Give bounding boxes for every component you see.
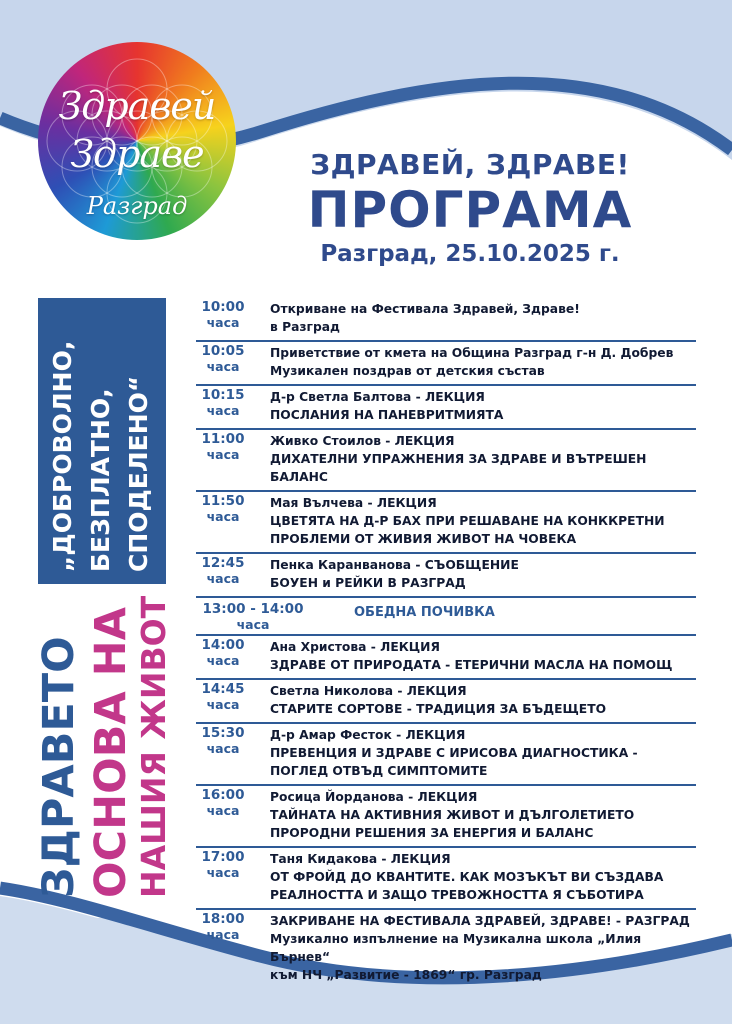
schedule-row <box>196 430 696 492</box>
schedule-line: към НЧ „Развитие - 1869“ гр. Разград <box>270 968 542 982</box>
slogan-box-line-1: „ДОБРОВОЛНО, <box>48 340 77 572</box>
schedule-time <box>196 638 250 668</box>
schedule-description <box>270 788 696 842</box>
schedule-description <box>270 300 696 336</box>
lunch-label: ОБЕДНА ПОЧИВКА <box>354 605 495 620</box>
slogan-line-2: ОСНОВА НА <box>86 607 136 898</box>
schedule-time-value: 11:00 <box>201 431 245 447</box>
schedule-row <box>196 386 696 430</box>
schedule-line: ОТ ФРОЙД ДО КВАНТИТЕ. КАК МОЗЪКЪТ ВИ СЪЗДАВА <box>270 870 664 884</box>
schedule-line: СТАРИТЕ СОРТОВЕ - ТРАДИЦИЯ ЗА БЪДЕЩЕТО <box>270 702 607 716</box>
slogan-box-line-3: СПОДЕЛЕНО“ <box>124 375 153 572</box>
schedule-line: Ана Христова - ЛЕКЦИЯ <box>270 640 440 654</box>
schedule-line: Таня Кидакова - ЛЕКЦИЯ <box>270 852 451 866</box>
schedule-time-value: 14:00 <box>201 637 245 653</box>
schedule-description <box>270 682 696 718</box>
schedule-line: ТАЙНАТА НА АКТИВНИЯ ЖИВОТ И ДЪЛГОЛЕТИЕТО <box>270 808 635 822</box>
schedule-description <box>270 556 696 592</box>
schedule-line: Откриване на Фестивала Здравей, Здраве! <box>270 302 580 316</box>
schedule-row <box>196 910 696 988</box>
schedule-time-unit: часа <box>206 697 240 712</box>
slogan-line-3: НАШИЯ ЖИВОТ <box>134 595 173 898</box>
schedule-time-value: 10:00 <box>201 299 245 315</box>
schedule-time <box>196 850 250 880</box>
title-block <box>250 148 690 267</box>
schedule-line: Мая Вълчева - ЛЕКЦИЯ <box>270 496 437 510</box>
schedule-line: БОУЕН и РЕЙКИ В РАЗГРАД <box>270 576 466 590</box>
schedule-row <box>196 554 696 598</box>
logo-line-1: Здравей <box>58 84 216 128</box>
schedule-line: Пенка Каранванова - СЪОБЩЕНИЕ <box>270 558 519 572</box>
festival-title: ЗДРАВЕЙ, ЗДРАВЕ! <box>310 148 630 181</box>
slogan-line-1: ЗДРАВЕТО <box>34 636 84 898</box>
schedule-time-unit: часа <box>206 927 240 942</box>
schedule-time <box>196 726 250 756</box>
schedule-time-value: 18:00 <box>201 911 245 927</box>
schedule-time-value: 11:50 <box>201 493 245 509</box>
program-heading: ПРОГРАМА <box>307 181 633 239</box>
program-schedule <box>196 298 696 988</box>
schedule-line: ПРОБЛЕМИ ОТ ЖИВИЯ ЖИВОТ НА ЧОВЕКА <box>270 532 577 546</box>
schedule-time <box>196 912 250 942</box>
schedule-description <box>270 432 696 486</box>
schedule-time <box>196 388 250 418</box>
schedule-time-value: 12:45 <box>201 555 245 571</box>
schedule-description <box>270 638 696 674</box>
schedule-row <box>196 786 696 848</box>
schedule-time-unit: часа <box>206 315 240 330</box>
schedule-time-value: 16:00 <box>201 787 245 803</box>
schedule-time <box>196 300 250 330</box>
schedule-time-unit: часа <box>206 653 240 668</box>
schedule-time-unit: часа <box>206 571 240 586</box>
schedule-row <box>196 724 696 786</box>
schedule-description <box>270 912 696 984</box>
schedule-row <box>196 636 696 680</box>
schedule-description <box>270 344 696 380</box>
schedule-line: в Разград <box>270 320 340 334</box>
logo-line-2: Здраве <box>70 132 204 176</box>
schedule-line: Росица Йорданова - ЛЕКЦИЯ <box>270 790 478 804</box>
place-date: Разград, 25.10.2025 г. <box>320 241 620 267</box>
lunch-time-unit: часа <box>236 617 270 632</box>
schedule-line: ЦВЕТЯТА НА Д-Р БАХ ПРИ РЕШАВАНЕ НА КОНККРЕТНИ <box>270 514 665 528</box>
schedule-line: ПОГЛЕД ОТВЪД СИМПТОМИТЕ <box>270 764 488 778</box>
schedule-time-value: 17:00 <box>201 849 245 865</box>
schedule-line: Музикално изпълнение на Музикална школа „Илия Бърнев“ <box>270 932 642 964</box>
lunch-break-row <box>196 598 696 636</box>
schedule-line: ПОСЛАНИЯ НА ПАНЕВРИТМИЯТА <box>270 408 504 422</box>
logo-line-3: Разград <box>86 192 188 220</box>
schedule-line: Музикален поздрав от детския състав <box>270 364 545 378</box>
schedule-time <box>196 556 250 586</box>
schedule-row <box>196 298 696 342</box>
schedule-time <box>196 432 250 462</box>
lunch-time-value: 13:00 - 14:00 <box>202 601 304 617</box>
schedule-row <box>196 680 696 724</box>
schedule-row <box>196 342 696 386</box>
schedule-time-unit: часа <box>206 403 240 418</box>
schedule-description <box>270 388 696 424</box>
schedule-line: ПРОРОДНИ РЕШЕНИЯ ЗА ЕНЕРГИЯ И БАЛАНС <box>270 826 594 840</box>
schedule-time-unit: часа <box>206 803 240 818</box>
schedule-time-unit: часа <box>206 359 240 374</box>
schedule-time-value: 10:15 <box>201 387 245 403</box>
schedule-line: Д-р Амар Фесток - ЛЕКЦИЯ <box>270 728 466 742</box>
schedule-line: ДИХАТЕЛНИ УПРАЖНЕНИЯ ЗА ЗДРАВЕ И ВЪТРЕШЕН БАЛАНС <box>270 452 647 484</box>
schedule-line: РЕАЛНОСТТА И ЗАЩО ТРЕВОЖНОСТТА Я СЪБОТИРА <box>270 888 644 902</box>
schedule-line: Д-р Светла Балтова - ЛЕКЦИЯ <box>270 390 485 404</box>
schedule-time-unit: часа <box>206 509 240 524</box>
schedule-description <box>270 494 696 548</box>
slogan-box-line-2: БЕЗПЛАТНО, <box>86 388 115 572</box>
schedule-time-value: 15:30 <box>201 725 245 741</box>
schedule-time-unit: часа <box>206 447 240 462</box>
schedule-line: Живко Стоилов - ЛЕКЦИЯ <box>270 434 455 448</box>
schedule-time-unit: часа <box>206 865 240 880</box>
schedule-row <box>196 492 696 554</box>
schedule-time <box>196 682 250 712</box>
schedule-time <box>196 344 250 374</box>
schedule-line: Светла Николова - ЛЕКЦИЯ <box>270 684 467 698</box>
schedule-line: Приветствие от кмета на Община Разград г-н Д. Добрев <box>270 346 674 360</box>
festival-logo <box>38 42 236 240</box>
schedule-time <box>196 494 250 524</box>
schedule-time-value: 14:45 <box>201 681 245 697</box>
schedule-line: ЗАКРИВАНЕ НА ФЕСТИВАЛА ЗДРАВЕЙ, ЗДРАВЕ! - РАЗГРАД <box>270 914 690 928</box>
schedule-row <box>196 848 696 910</box>
lunch-time <box>194 602 312 632</box>
schedule-time-unit: часа <box>206 741 240 756</box>
schedule-line: ПРЕВЕНЦИЯ И ЗДРАВЕ С ИРИСОВА ДИАГНОСТИКА - <box>270 746 638 760</box>
schedule-description <box>270 850 696 904</box>
schedule-time <box>196 788 250 818</box>
schedule-time-value: 10:05 <box>201 343 245 359</box>
schedule-description <box>270 726 696 780</box>
schedule-line: ЗДРАВЕ ОТ ПРИРОДАТА - ЕТЕРИЧНИ МАСЛА НА ПОМОЩ <box>270 658 673 672</box>
